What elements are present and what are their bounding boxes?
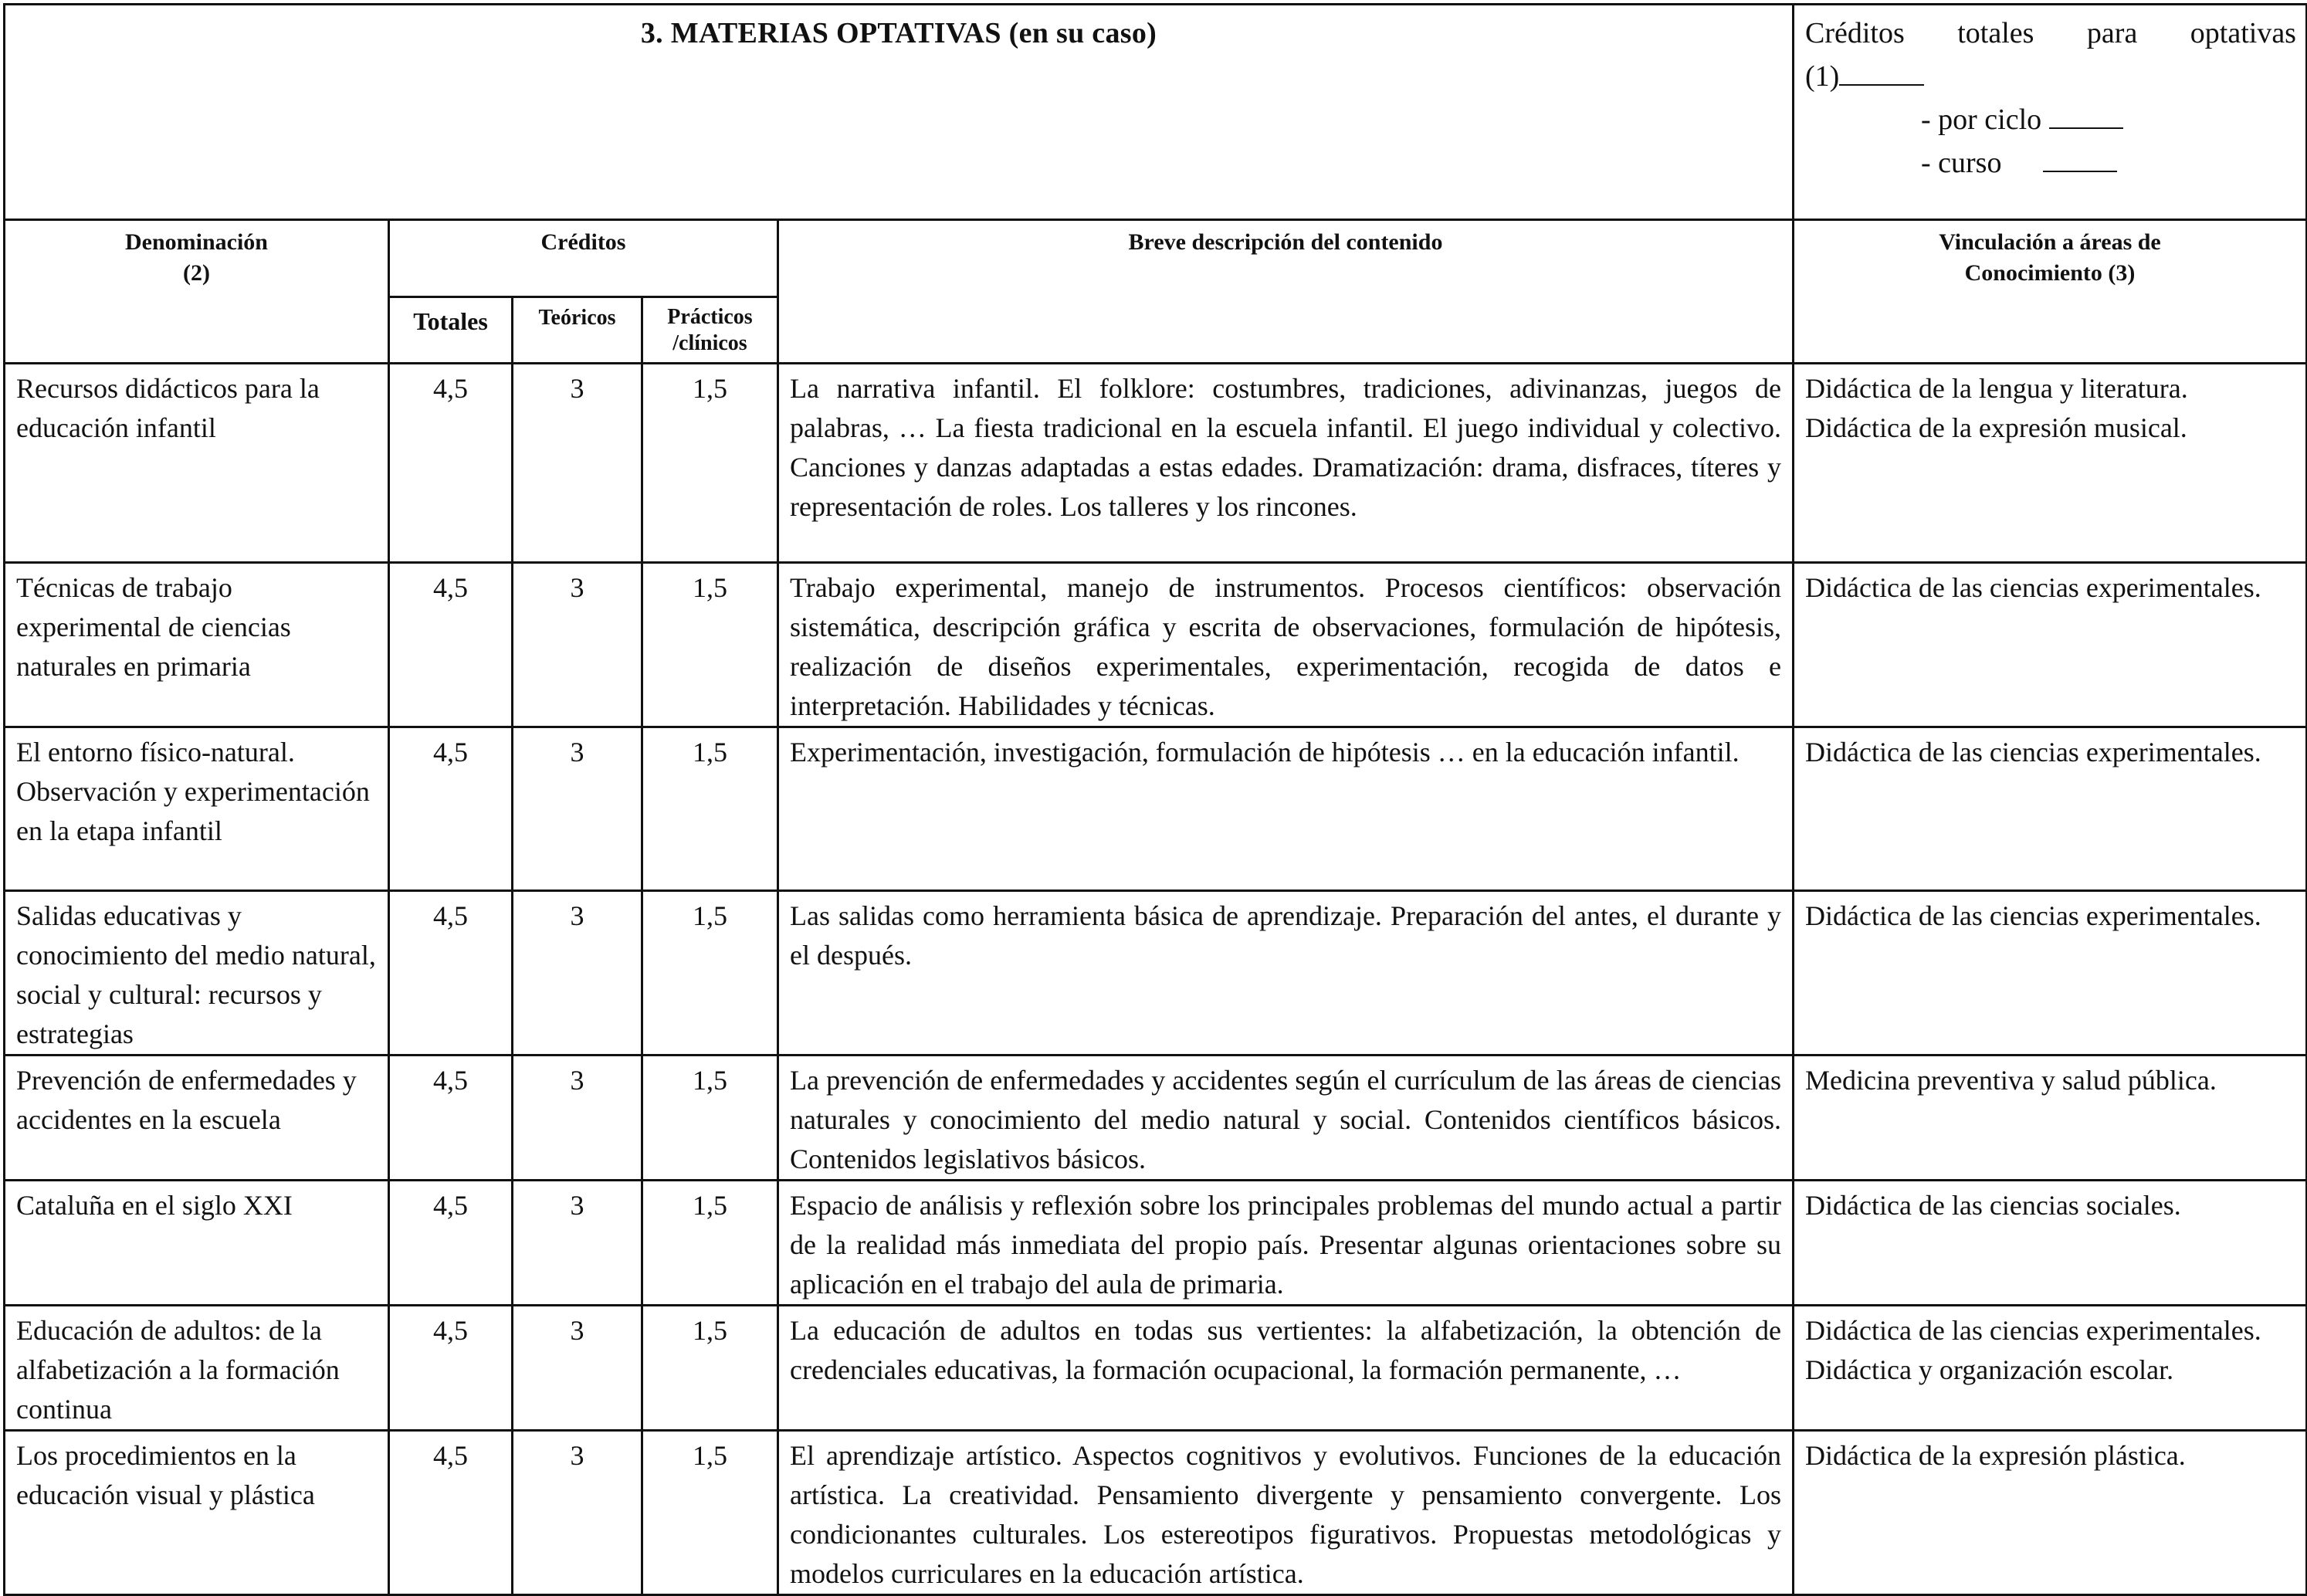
credits-totals-marker: (1): [1805, 60, 1840, 93]
knowledge-areas: [1794, 1306, 2307, 1431]
credits-teoricos: 3: [513, 891, 642, 1056]
credits-teoricos: 3: [513, 1306, 642, 1431]
knowledge-areas: [1794, 1181, 2307, 1306]
credits-totales: 4,5: [389, 364, 513, 563]
header-teoricos: Teóricos: [513, 297, 642, 364]
knowledge-area-item: Didáctica de las ciencias sociales.: [1805, 1190, 2181, 1221]
header-denominacion: [5, 220, 389, 364]
credits-teoricos: 3: [513, 364, 642, 563]
header-vinculacion-line2: Conocimiento (3): [1964, 260, 2136, 286]
subject-description: La educación de adultos en todas sus vertientes: la alfabetización, la obtención de credenciales educativas, la formación ocupacional, la formación permanente, …: [778, 1306, 1794, 1431]
credits-practicos: 1,5: [642, 727, 778, 891]
credits-practicos: 1,5: [642, 364, 778, 563]
course-blank: [2043, 147, 2117, 172]
header-row: [5, 220, 2307, 297]
header-descripcion: Breve descripción del contenido: [778, 220, 1794, 364]
credits-practicos: 1,5: [642, 891, 778, 1056]
credits-practicos: 1,5: [642, 1056, 778, 1181]
per-cycle-line: [1805, 98, 2296, 141]
subject-name: El entorno físico-natural. Observación y experimentación en la etapa infantil: [5, 727, 389, 891]
credits-totales: 4,5: [389, 1056, 513, 1181]
credits-practicos: 1,5: [642, 1181, 778, 1306]
knowledge-areas: [1794, 1056, 2307, 1181]
knowledge-areas: [1794, 727, 2307, 891]
subject-name: Prevención de enfermedades y accidentes en la escuela: [5, 1056, 389, 1181]
credits-totals-line: [1805, 12, 2296, 55]
subject-row: [5, 1056, 2307, 1181]
course-label: - curso: [1921, 147, 2002, 179]
credits-totales: 4,5: [389, 891, 513, 1056]
credits-totales: 4,5: [389, 1306, 513, 1431]
knowledge-area-item: Didáctica y organización escolar.: [1805, 1354, 2174, 1385]
subject-description: Espacio de análisis y reflexión sobre los principales problemas del mundo actual a partir de la realidad más inmediata del propio país. Presentar algunas orientaciones sobre su aplicación en el trabajo del aula de primaria.: [778, 1181, 1794, 1306]
header-totales: Totales: [389, 297, 513, 364]
credits-practicos: 1,5: [642, 1306, 778, 1431]
section-title: 3. MATERIAS OPTATIVAS (en su caso): [640, 17, 1157, 49]
subject-row: [5, 563, 2307, 727]
header-practicos: [642, 297, 778, 364]
subject-row: [5, 364, 2307, 563]
knowledge-area-item: Didáctica de las ciencias experimentales.: [1805, 900, 2261, 931]
header-vinculacion: [1794, 220, 2307, 364]
course-line: [1805, 141, 2296, 185]
credits-teoricos: 3: [513, 1431, 642, 1595]
credits-totals-word: totales: [1957, 17, 2034, 49]
knowledge-area-item: Didáctica de las ciencias experimentales.: [1805, 737, 2261, 768]
header-practicos-line2: /clínicos: [672, 331, 747, 355]
title-cell: [5, 5, 1794, 220]
header-vinculacion-line1: Vinculación a áreas de: [1939, 229, 2161, 255]
knowledge-area-item: Didáctica de las ciencias experimentales.: [1805, 1315, 2261, 1346]
credits-practicos: 1,5: [642, 1431, 778, 1595]
knowledge-area-item: Didáctica de la lengua y literatura.: [1805, 373, 2188, 404]
credits-totals-word: optativas: [2190, 17, 2296, 49]
credits-totals-word: Créditos: [1805, 17, 1905, 49]
credits-totales: 4,5: [389, 1181, 513, 1306]
credits-totals-cell: [1794, 5, 2307, 220]
knowledge-areas: [1794, 364, 2307, 563]
subject-description: Trabajo experimental, manejo de instrumentos. Procesos científicos: observación sistemática, descripción gráfica y escrita de observaciones, formulación de hipótesis, realización de diseños experimentales, experimentación, recogida de datos e interpretación. Habilidades y técnicas.: [778, 563, 1794, 727]
subject-name: Salidas educativas y conocimiento del medio natural, social y cultural: recursos y estrategias: [5, 891, 389, 1056]
credits-practicos: 1,5: [642, 563, 778, 727]
subject-description: Las salidas como herramienta básica de aprendizaje. Preparación del antes, el durante y el después.: [778, 891, 1794, 1056]
subject-name: Educación de adultos: de la alfabetización a la formación continua: [5, 1306, 389, 1431]
knowledge-areas: [1794, 1431, 2307, 1595]
subject-row: [5, 1181, 2307, 1306]
subject-description: El aprendizaje artístico. Aspectos cognitivos y evolutivos. Funciones de la educación artística. La creatividad. Pensamiento divergente y pensamiento convergente. Los condicionantes culturales. Los estereotipos figurativos. Propuestas metodológicas y modelos curriculares en la educación artística.: [778, 1431, 1794, 1595]
subject-description: La prevención de enfermedades y accidentes según el currículum de las áreas de ciencias naturales y conocimiento del medio natural y social. Contenidos científicos básicos. Contenidos legislativos básicos.: [778, 1056, 1794, 1181]
knowledge-areas: [1794, 891, 2307, 1056]
per-cycle-label: - por ciclo: [1921, 103, 2042, 136]
per-cycle-blank: [2049, 104, 2123, 129]
credits-teoricos: 3: [513, 727, 642, 891]
credits-teoricos: 3: [513, 1056, 642, 1181]
knowledge-areas: [1794, 563, 2307, 727]
subject-name: Recursos didácticos para la educación infantil: [5, 364, 389, 563]
subject-row: [5, 1431, 2307, 1595]
knowledge-area-item: Didáctica de la expresión musical.: [1805, 412, 2187, 443]
credits-totals-blank: [1839, 61, 1924, 86]
credits-totales: 4,5: [389, 563, 513, 727]
subject-row: [5, 727, 2307, 891]
title-row: [5, 5, 2307, 220]
knowledge-area-item: Didáctica de la expresión plástica.: [1805, 1440, 2186, 1471]
subject-name: Los procedimientos en la educación visual y plástica: [5, 1431, 389, 1595]
subject-row: [5, 891, 2307, 1056]
credits-teoricos: 3: [513, 563, 642, 727]
knowledge-area-item: Medicina preventiva y salud pública.: [1805, 1065, 2217, 1096]
subject-name: Cataluña en el siglo XXI: [5, 1181, 389, 1306]
subject-row: [5, 1306, 2307, 1431]
credits-teoricos: 3: [513, 1181, 642, 1306]
header-denominacion-note: (2): [183, 260, 210, 286]
subject-description: La narrativa infantil. El folklore: costumbres, tradiciones, adivinanzas, juegos de palabras, … La fiesta tradicional en la escuela infantil. El juego individual y colectivo. Canciones y danzas adaptadas a estas edades. Dramatización: drama, disfraces, títeres y representación de roles. Los talleres y los rincones.: [778, 364, 1794, 563]
header-creditos: Créditos: [389, 220, 778, 297]
credits-totals-marker-line: [1805, 55, 2296, 98]
credits-totales: 4,5: [389, 727, 513, 891]
subject-name: Técnicas de trabajo experimental de ciencias naturales en primaria: [5, 563, 389, 727]
subject-description: Experimentación, investigación, formulación de hipótesis … en la educación infantil.: [778, 727, 1794, 891]
header-denominacion-label: Denominación: [124, 229, 268, 255]
optional-subjects-table: [3, 3, 2307, 1596]
credits-totals-word: para: [2086, 17, 2138, 49]
knowledge-area-item: Didáctica de las ciencias experimentales.: [1805, 572, 2261, 603]
credits-totales: 4,5: [389, 1431, 513, 1595]
header-practicos-line1: Prácticos: [667, 305, 753, 329]
